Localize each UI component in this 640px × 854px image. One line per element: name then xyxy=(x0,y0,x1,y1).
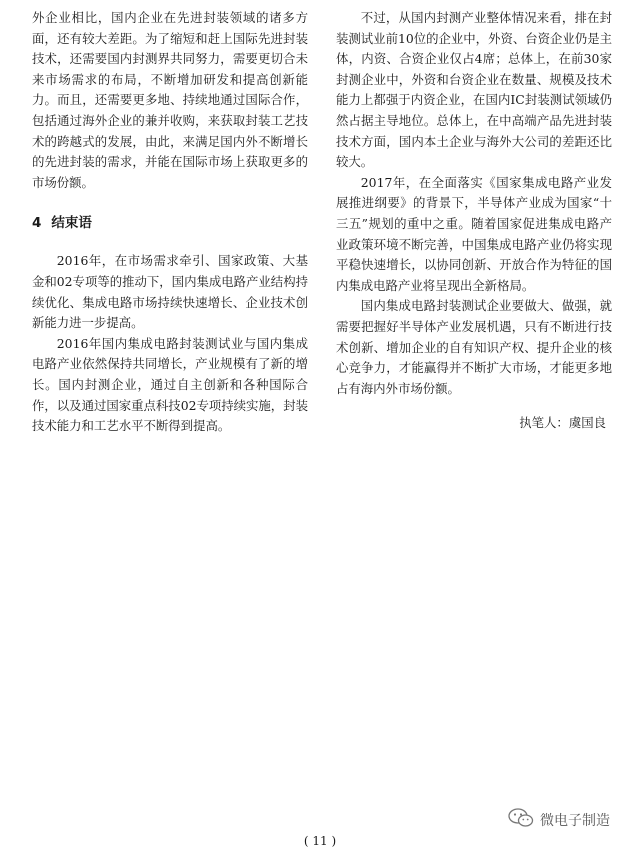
paragraph: 不过，从国内封测产业整体情况来看，排在封装测试业前10位的企业中，外资、台资企业仍是主体，内资、合资企业仅占4席；总体上，在前30家封测企业中，外资和台资企业在数量、规模及技术能力上都强于内资企业，在国内IC封装测试领域仍然占据主导地位。总体上，在中高端产品先进封装技术方面，国内本土企业与海外大公司的差距还比较大。 xyxy=(336,10,612,170)
paragraph: 2016年国内集成电路封装测试业与国内集成电路产业依然保持共同增长，产业规模有了新的增长。国内封测企业，通过自主创新和各种国际合作，以及通过国家重点科技02专项持续实施，封装技术能力和工艺水平不断得到提高。 xyxy=(32,335,308,434)
page-number: ( 11 ) xyxy=(303,834,337,848)
left-column xyxy=(32,8,308,437)
section-number: 4 xyxy=(32,215,42,232)
paragraph: 2016年，在市场需求牵引、国家政策、大基金和02专项等的推动下，国内集成电路产业结构持续优化、集成电路市场持续快速增长、企业技术创新能力进一步提高。 xyxy=(32,253,308,331)
section-heading xyxy=(32,213,308,233)
paragraph: 国内集成电路封装测试企业要做大、做强，就需要把握好半导体产业发展机遇，只有不断进行技术创新、增加企业的自有知识产权、提升企业的核心竞争力，才能赢得并不断扩大市场，才能更多地占有海内外市场份额。 xyxy=(336,298,612,396)
author-line: 执笔人：虞国良 xyxy=(519,415,606,431)
watermark xyxy=(508,808,610,832)
paragraph: 2017年，在全面落实《国家集成电路产业发展推进纲要》的背景下，半导体产业成为国家“十三五”规划的重中之重。随着国家促进集成电路产业政策环境不断完善，中国集成电路产业仍将实现平稳快速增长，以协同创新、开放合作为特征的国内集成电路产业将呈现出全新格局。 xyxy=(336,174,612,293)
wechat-icon xyxy=(508,808,534,832)
watermark-text: 微电子制造 xyxy=(540,813,610,829)
paragraph: 外企业相比，国内企业在先进封装领域的诸多方面，还有较大差距。为了缩短和赶上国际先进封装技术，还需要国内封测界共同努力，需要更切合未来市场需求的布局，不断增加研发和提高创新能力。而且，还需要更多地、持续地通过国际合作，包括通过海外企业的兼并收购，来获取封装工艺技术的跨越式的发展，由此，来满足国内外不断增长的先进封装的需求，并能在国际市场上获取更多的市场份额。 xyxy=(32,10,308,190)
section-title: 结束语 xyxy=(51,215,92,232)
right-column xyxy=(336,8,612,434)
